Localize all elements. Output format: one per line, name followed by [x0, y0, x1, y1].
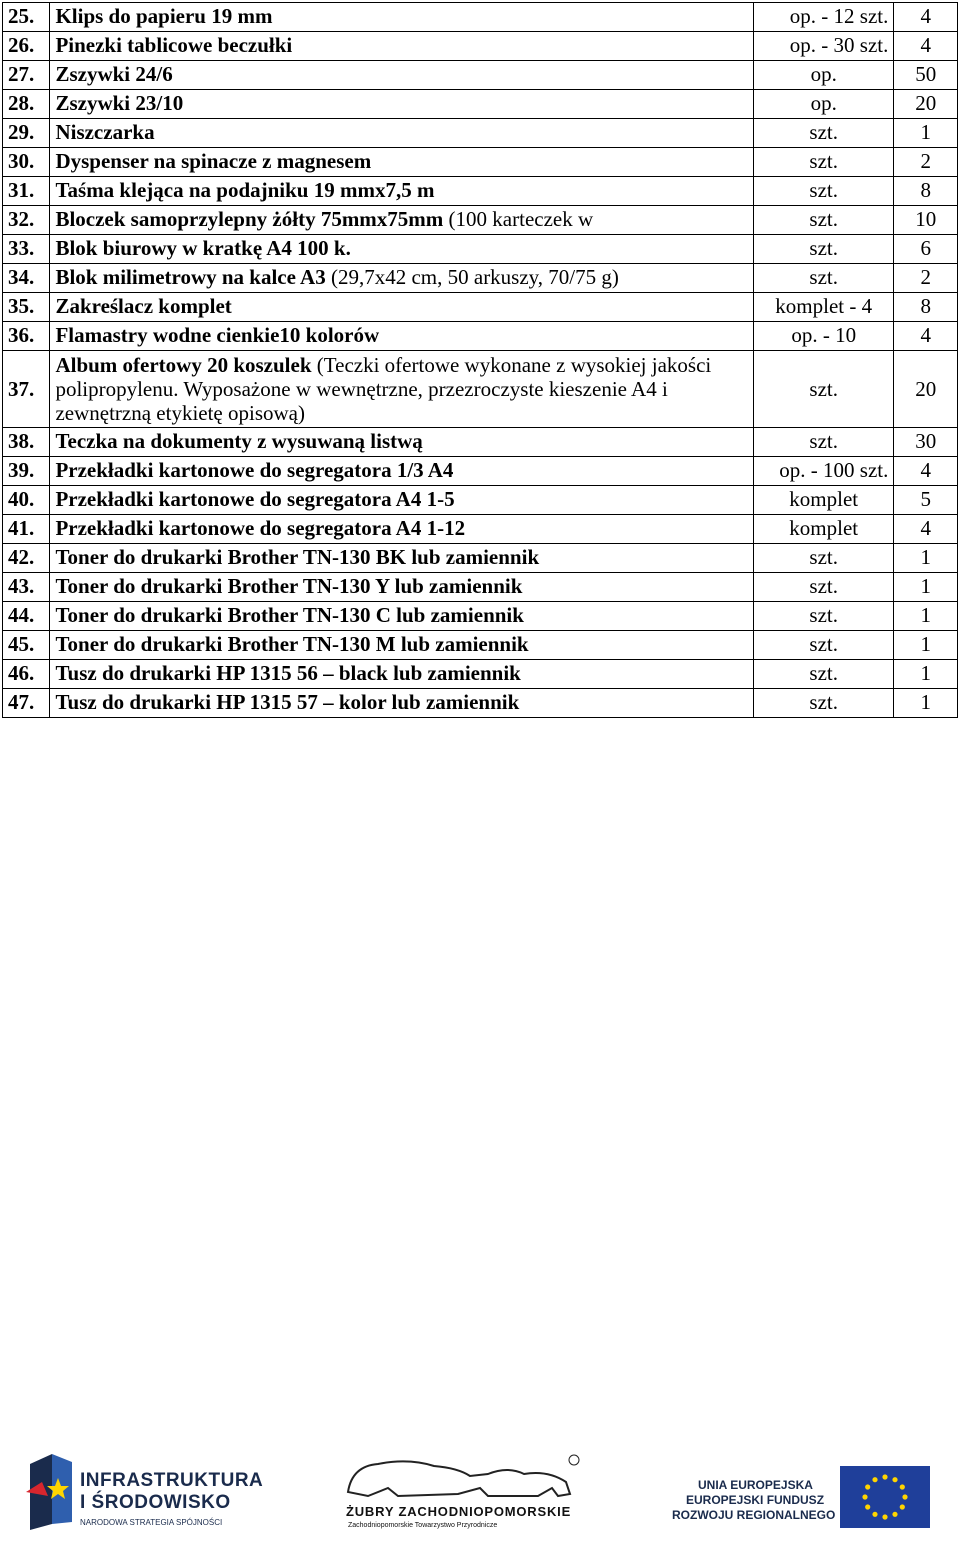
item-name-bold: Taśma klejąca na podajniku 19 mmx7,5 m: [55, 178, 435, 202]
item-unit: op. - 100 szt.: [754, 457, 894, 486]
item-quantity: 50: [894, 61, 958, 90]
item-unit: op. - 10: [754, 322, 894, 351]
table-row: [3, 351, 958, 428]
item-unit: szt.: [754, 148, 894, 177]
item-quantity: 4: [894, 3, 958, 32]
row-number: 26.: [3, 32, 50, 61]
item-name: [50, 602, 754, 631]
item-name: [50, 573, 754, 602]
row-number: 47.: [3, 689, 50, 718]
item-name-bold: Zszywki 24/6: [55, 62, 173, 86]
item-name: [50, 660, 754, 689]
table-row: [3, 206, 958, 235]
table-row: [3, 660, 958, 689]
row-number: 45.: [3, 631, 50, 660]
item-unit: szt.: [754, 631, 894, 660]
item-name-bold: Pinezki tablicowe beczułki: [55, 33, 293, 57]
item-unit: op. - 12 szt.: [754, 3, 894, 32]
item-name: [50, 428, 754, 457]
row-number: 34.: [3, 264, 50, 293]
item-name-bold: Flamastry wodne cienkie10 kolorów: [55, 323, 380, 347]
item-name: [50, 61, 754, 90]
logo-left-line3: NARODOWA STRATEGIA SPÓJNOŚCI: [80, 1518, 223, 1527]
item-name-bold: Tusz do drukarki HP 1315 57 – kolor lub zamiennik: [55, 690, 520, 714]
table-row: [3, 3, 958, 32]
item-quantity: 1: [894, 602, 958, 631]
item-unit: szt.: [754, 177, 894, 206]
table-row: [3, 177, 958, 206]
item-name: [50, 3, 754, 32]
table-row: [3, 515, 958, 544]
row-number: 33.: [3, 235, 50, 264]
row-number: 42.: [3, 544, 50, 573]
row-number: 37.: [3, 351, 50, 428]
logo-mid-line1: ŻUBRY ZACHODNIOPOMORSKIE: [346, 1504, 572, 1519]
item-name-bold: Klips do papieru 19 mm: [55, 4, 273, 28]
item-unit: szt.: [754, 235, 894, 264]
table-row: [3, 573, 958, 602]
row-number: 46.: [3, 660, 50, 689]
item-name: [50, 119, 754, 148]
item-quantity: 8: [894, 293, 958, 322]
logo-right-line1: UNIA EUROPEJSKA: [698, 1478, 813, 1492]
logo-right-line3: ROZWOJU REGIONALNEGO: [672, 1508, 836, 1522]
row-number: 43.: [3, 573, 50, 602]
item-quantity: 4: [894, 515, 958, 544]
row-number: 32.: [3, 206, 50, 235]
item-unit: szt.: [754, 264, 894, 293]
table-row: [3, 602, 958, 631]
table-row: [3, 457, 958, 486]
eu-star-icon: [872, 1477, 877, 1482]
row-number: 44.: [3, 602, 50, 631]
eu-star-icon: [892, 1512, 897, 1517]
item-name-bold: Album ofertowy 20 koszulek: [55, 353, 312, 377]
item-name: [50, 90, 754, 119]
item-name-bold: Dyspenser na spinacze z magnesem: [55, 149, 372, 173]
table-row: [3, 61, 958, 90]
table-row: [3, 293, 958, 322]
eu-star-icon: [862, 1494, 867, 1499]
table-row: [3, 322, 958, 351]
item-name: [50, 177, 754, 206]
item-name-bold: Toner do drukarki Brother TN-130 Y lub zamiennik: [55, 574, 523, 598]
item-quantity: 4: [894, 32, 958, 61]
item-name-detail: (Teczki ofertowe wykonane z wysokiej jakości polipropylenu. Wyposażone w wewnętrzne, przezroczyste kieszenie A4 i zewnętrzną etykietę opisową): [55, 353, 712, 425]
item-quantity: 1: [894, 119, 958, 148]
item-quantity: 1: [894, 573, 958, 602]
logo-mid-line2: Zachodniopomorskie Towarzystwo Przyrodnicze: [348, 1522, 498, 1529]
row-number: 41.: [3, 515, 50, 544]
zubry-logo: [338, 1452, 588, 1532]
item-unit: op. - 30 szt.: [754, 32, 894, 61]
item-name-bold: Blok biurowy w kratkę A4 100 k.: [55, 236, 351, 260]
bison-icon: [338, 1452, 588, 1504]
item-unit: komplet - 4: [754, 293, 894, 322]
item-name-bold: Zszywki 23/10: [55, 91, 184, 115]
item-quantity: 10: [894, 206, 958, 235]
table-row: [3, 428, 958, 457]
row-number: 39.: [3, 457, 50, 486]
item-name: [50, 544, 754, 573]
item-name: [50, 264, 754, 293]
item-quantity: 8: [894, 177, 958, 206]
item-name: [50, 515, 754, 544]
eu-star-icon: [900, 1504, 905, 1509]
item-unit: szt.: [754, 119, 894, 148]
eu-star-icon: [865, 1504, 870, 1509]
item-quantity: 20: [894, 351, 958, 428]
item-name-detail: (100 karteczek w: [443, 207, 594, 231]
row-number: 40.: [3, 486, 50, 515]
item-name: [50, 32, 754, 61]
table-row: [3, 119, 958, 148]
table-row: [3, 264, 958, 293]
item-name: [50, 689, 754, 718]
item-name-bold: Toner do drukarki Brother TN-130 BK lub zamiennik: [55, 545, 540, 569]
item-quantity: 30: [894, 428, 958, 457]
item-unit: szt.: [754, 544, 894, 573]
item-unit: szt.: [754, 573, 894, 602]
row-number: 35.: [3, 293, 50, 322]
table-row: [3, 544, 958, 573]
table-row: [3, 689, 958, 718]
table-row: [3, 631, 958, 660]
item-name: [50, 322, 754, 351]
item-quantity: 2: [894, 264, 958, 293]
item-unit: op.: [754, 61, 894, 90]
items-table: [2, 2, 958, 718]
item-name: [50, 235, 754, 264]
eu-star-icon: [882, 1474, 887, 1479]
row-number: 36.: [3, 322, 50, 351]
item-name-detail: (29,7x42 cm, 50 arkuszy, 70/75 g): [325, 265, 619, 289]
footer-logos: [0, 1440, 960, 1540]
item-unit: szt.: [754, 689, 894, 718]
item-quantity: 5: [894, 486, 958, 515]
logo-left-line2: I ŚRODOWISKO: [80, 1492, 231, 1513]
item-unit: szt.: [754, 206, 894, 235]
item-name-bold: Tusz do drukarki HP 1315 56 – black lub zamiennik: [55, 661, 521, 685]
table-row: [3, 235, 958, 264]
item-quantity: 6: [894, 235, 958, 264]
row-number: 29.: [3, 119, 50, 148]
eu-star-icon: [902, 1494, 907, 1499]
item-quantity: 4: [894, 322, 958, 351]
item-name-bold: Zakreślacz komplet: [55, 294, 232, 318]
item-unit: szt.: [754, 602, 894, 631]
item-quantity: 1: [894, 660, 958, 689]
table-row: [3, 90, 958, 119]
item-name: [50, 486, 754, 515]
row-number: 38.: [3, 428, 50, 457]
eu-star-icon: [900, 1484, 905, 1489]
eu-flag-icon: [840, 1466, 930, 1528]
item-name: [50, 293, 754, 322]
item-name-bold: Toner do drukarki Brother TN-130 M lub zamiennik: [55, 632, 529, 656]
item-name: [50, 631, 754, 660]
infrastruktura-logo: [22, 1452, 264, 1532]
item-name-bold: Przekładki kartonowe do segregatora A4 1-5: [55, 487, 455, 511]
item-name-bold: Bloczek samoprzylepny żółty 75mmx75mm: [55, 207, 444, 231]
item-name: [50, 351, 754, 428]
item-quantity: 4: [894, 457, 958, 486]
item-name-bold: Przekładki kartonowe do segregatora 1/3 A4: [55, 458, 454, 482]
item-name-bold: Przekładki kartonowe do segregatora A4 1-12: [55, 516, 466, 540]
eu-star-icon: [865, 1484, 870, 1489]
logo-right-line2: EUROPEJSKI FUNDUSZ: [686, 1493, 825, 1507]
item-quantity: 1: [894, 544, 958, 573]
item-name-bold: Niszczarka: [55, 120, 155, 144]
logo-left-line1: INFRASTRUKTURA: [80, 1470, 264, 1491]
row-number: 30.: [3, 148, 50, 177]
item-name: [50, 457, 754, 486]
item-unit: szt.: [754, 351, 894, 428]
row-number: 31.: [3, 177, 50, 206]
eu-star-icon: [882, 1514, 887, 1519]
row-number: 27.: [3, 61, 50, 90]
eu-star-icon: [872, 1512, 877, 1517]
table-row: [3, 32, 958, 61]
item-quantity: 1: [894, 689, 958, 718]
row-number: 28.: [3, 90, 50, 119]
item-unit: szt.: [754, 428, 894, 457]
eu-star-icon: [892, 1477, 897, 1482]
item-unit: komplet: [754, 515, 894, 544]
item-unit: szt.: [754, 660, 894, 689]
item-name: [50, 206, 754, 235]
item-quantity: 20: [894, 90, 958, 119]
table-row: [3, 486, 958, 515]
row-number: 25.: [3, 3, 50, 32]
item-quantity: 2: [894, 148, 958, 177]
table-row: [3, 148, 958, 177]
item-name-bold: Toner do drukarki Brother TN-130 C lub zamiennik: [55, 603, 524, 627]
item-name-bold: Blok milimetrowy na kalce A3: [55, 265, 326, 289]
eu-logo: [668, 1466, 938, 1532]
item-unit: op.: [754, 90, 894, 119]
item-name: [50, 148, 754, 177]
item-unit: komplet: [754, 486, 894, 515]
item-quantity: 1: [894, 631, 958, 660]
item-name-bold: Teczka na dokumenty z wysuwaną listwą: [55, 429, 423, 453]
infrastruktura-mark-icon: [22, 1452, 78, 1532]
